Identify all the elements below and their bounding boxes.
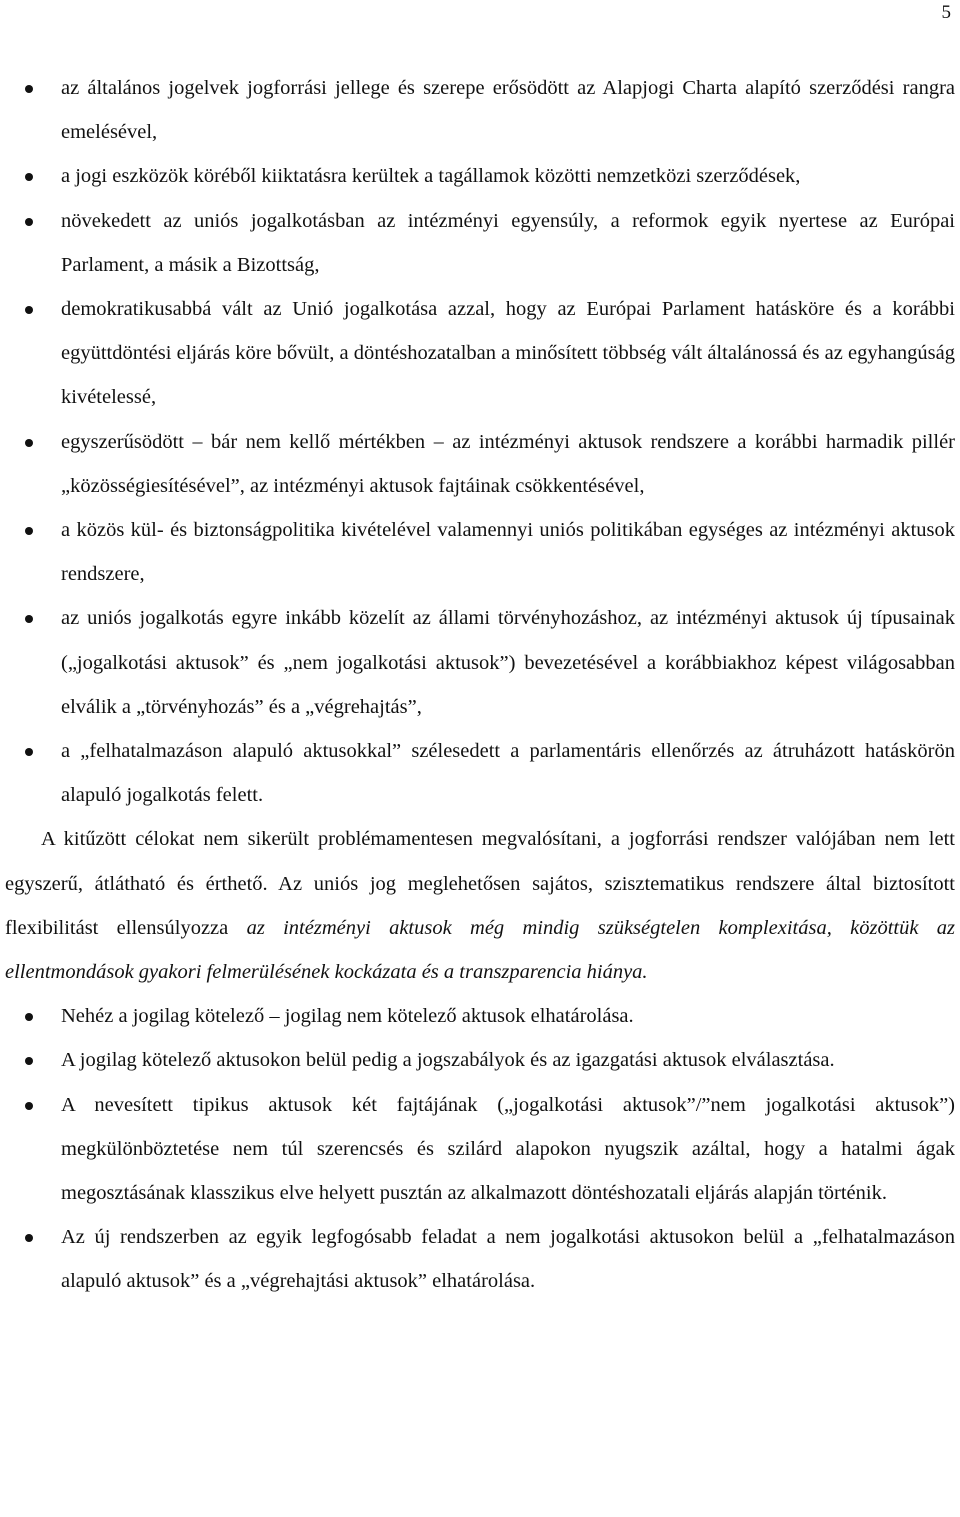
list-item-text: egyszerűsödött ⎯ bár nem kellő mértékben ⎯ az intézményi aktusok rendszere a korábbi harmadik pillér „közösségiesítésével”, az intézményi aktusok fajtáinak csökkentésével, (61, 430, 955, 497)
list-item-text: az általános jogelvek jogforrási jellege és szerepe erősödött az Alapjogi Charta alapító szerződési rangra emelésével, (61, 77, 955, 144)
bullet-dot (25, 615, 33, 623)
list-item-text: Nehéz a jogilag kötelező – jogilag nem kötelező aktusok elhatárolása. (61, 1005, 634, 1028)
list-item-text: növekedett az uniós jogalkotásban az intézményi egyensúly, a reformok egyik nyertese az Európai Parlament, a másik a Bizottság, (61, 209, 955, 276)
list-item (5, 729, 955, 817)
list-item-text: Az új rendszerben az egyik legfogósabb feladat a nem jogalkotási aktusokon belül a „felhatalmazáson alapuló aktusok” és a „végrehajtási aktusok” elhatárolása. (61, 1226, 955, 1293)
bullet-dot (25, 173, 33, 181)
list-item (5, 1215, 955, 1303)
list-item (5, 1083, 955, 1216)
bullet-dot (25, 439, 33, 447)
list-item (5, 154, 955, 198)
bullet-dot (25, 1057, 33, 1065)
list-item-text: a közös kül- és biztonságpolitika kivételével valamennyi uniós politikában egységes az intézményi aktusok rendszere, (61, 519, 955, 586)
list-item (5, 994, 955, 1038)
list-item (5, 420, 955, 508)
bullet-dot (25, 748, 33, 756)
list-item (5, 508, 955, 596)
list-item-text: a jogi eszközök köréből kiiktatásra kerültek a tagállamok közötti nemzetközi szerződések, (61, 165, 801, 188)
bullet-dot (25, 85, 33, 93)
bullet-list-top (5, 66, 955, 817)
bullet-dot (25, 1013, 33, 1021)
list-item-text: A nevesített tipikus aktusok két fajtájának („jogalkotási aktusok”/”nem jogalkotási aktusok”) megkülönböztetése nem túl szerencsés és szilárd alapokon nyugszik azáltal, hogy a hatalmi ágak megosztásának klasszikus elve helyett pusztán az alkalmazott döntéshozatali eljárás alapján történik. (61, 1093, 955, 1205)
list-item (5, 66, 955, 154)
list-item-text: az uniós jogalkotás egyre inkább közelít az állami törvényhozáshoz, az intézményi aktusok új típusainak („jogalkotási aktusok” és „nem jogalkotási aktusok”) bevezetésével a korábbiakhoz képest világosabban elválik a „törvényhozás” és a „végrehajtás”, (61, 607, 955, 718)
list-item (5, 1038, 955, 1082)
body-paragraph (5, 817, 955, 994)
list-item (5, 199, 955, 287)
bullet-list-bottom (5, 994, 955, 1303)
list-item-text: demokratikusabbá vált az Unió jogalkotása azzal, hogy az Európai Parlament hatásköre és a korábbi együttdöntési eljárás köre bővült, a döntéshozatalban a minősített többség vált általánossá és az egyhangúság kivételessé, (61, 298, 955, 409)
document-body (5, 66, 955, 1304)
bullet-dot (25, 306, 33, 314)
list-item-text: a „felhatalmazáson alapuló aktusokkal” szélesedett a parlamentáris ellenőrzés az átruházott hatáskörön alapuló jogalkotás felett. (61, 740, 955, 807)
list-item-text: A jogilag kötelező aktusokon belül pedig a jogszabályok és az igazgatási aktusok elválasztása. (61, 1049, 835, 1072)
bullet-dot (25, 1234, 33, 1242)
paragraph-italic-text: az intézményi aktusok még mindig szükségtelen komplexitása, közöttük az ellentmondások gyakori felmerülésének kockázata és a transzparencia hiánya. (5, 916, 955, 984)
paragraph-text: A kitűzött célokat nem sikerült problémamentesen megvalósítani, a jogforrási rendszer valójában nem lett egyszerű, átlátható és érthető. Az uniós jog meglehetősen sajátos, szisztematikus rendszere által biztosított flexibilitást ellensúlyozza (5, 828, 955, 939)
page-number: 5 (941, 2, 951, 23)
bullet-dot (25, 1102, 33, 1110)
bullet-dot (25, 218, 33, 226)
list-item (5, 287, 955, 420)
list-item (5, 596, 955, 729)
bullet-dot (25, 527, 33, 535)
